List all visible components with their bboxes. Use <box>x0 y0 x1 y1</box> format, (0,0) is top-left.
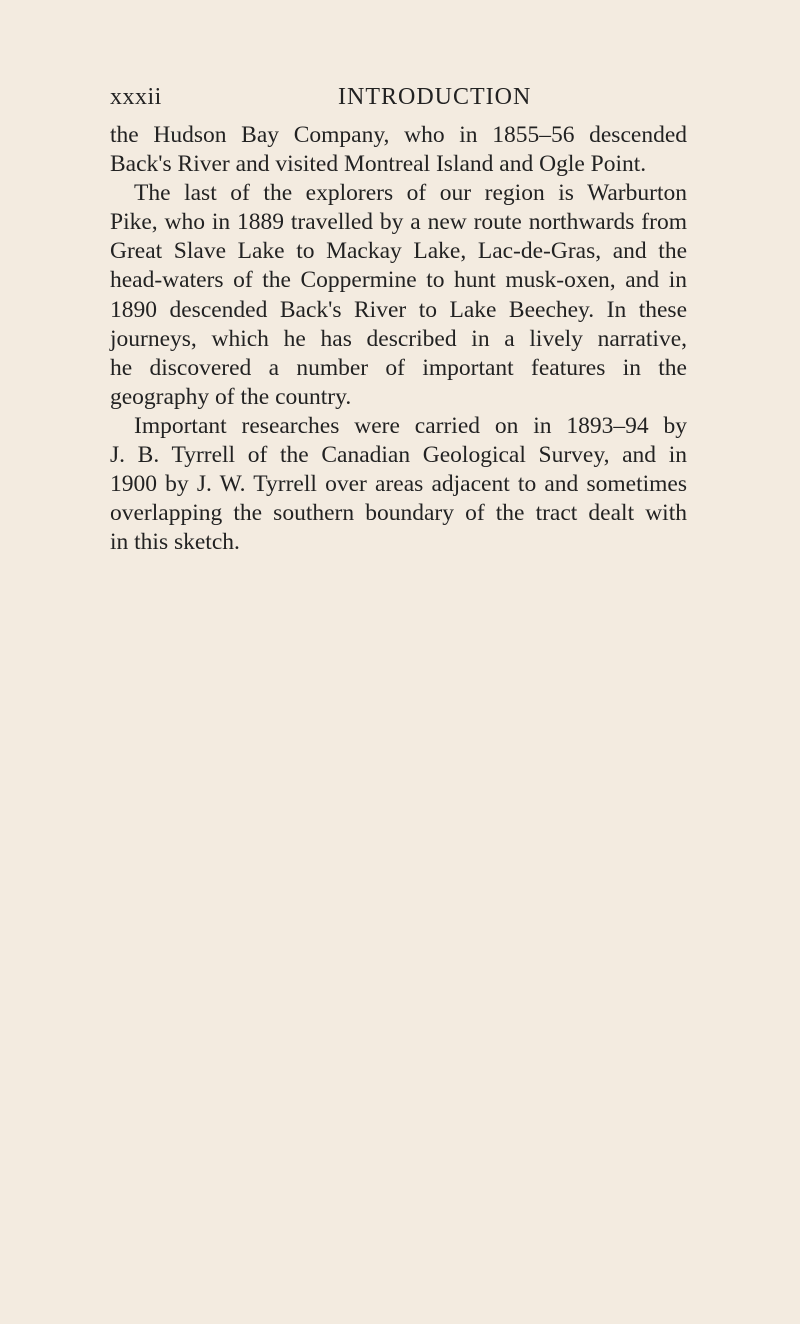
text-line: Great Slave Lake to Mackay Lake, Lac-de-Gras, and the <box>110 238 687 265</box>
running-title: INTRODUCTION <box>338 84 532 110</box>
page-number: xxxii <box>110 84 162 110</box>
text-line: he discovered a number of important features in the <box>110 354 687 381</box>
text-line: journeys, which he has described in a lively narrative, <box>110 325 687 352</box>
body-text <box>110 121 687 557</box>
text-line: Pike, who in 1889 travelled by a new route northwards from <box>110 209 687 236</box>
running-header <box>110 84 686 116</box>
text-line: the Hudson Bay Company, who in 1855–56 descended <box>110 122 687 148</box>
text-line: overlapping the southern boundary of the tract dealt with <box>110 500 687 527</box>
text-line: 1900 by J. W. Tyrrell over areas adjacent to and sometimes <box>110 471 687 498</box>
text-line: geography of the country. <box>110 383 352 410</box>
text-line: The last of the explorers of our region is Warburton <box>134 180 687 207</box>
text-line: head-waters of the Coppermine to hunt musk-oxen, and in <box>110 267 687 294</box>
text-line: in this sketch. <box>110 529 240 556</box>
text-line: Back's River and visited Montreal Island and Ogle Point. <box>110 151 647 178</box>
text-line: J. B. Tyrrell of the Canadian Geological Survey, and in <box>110 442 687 469</box>
text-line: Important researches were carried on in 1893–94 by <box>134 412 687 439</box>
text-line: 1890 descended Back's River to Lake Beechey. In these <box>110 296 687 323</box>
